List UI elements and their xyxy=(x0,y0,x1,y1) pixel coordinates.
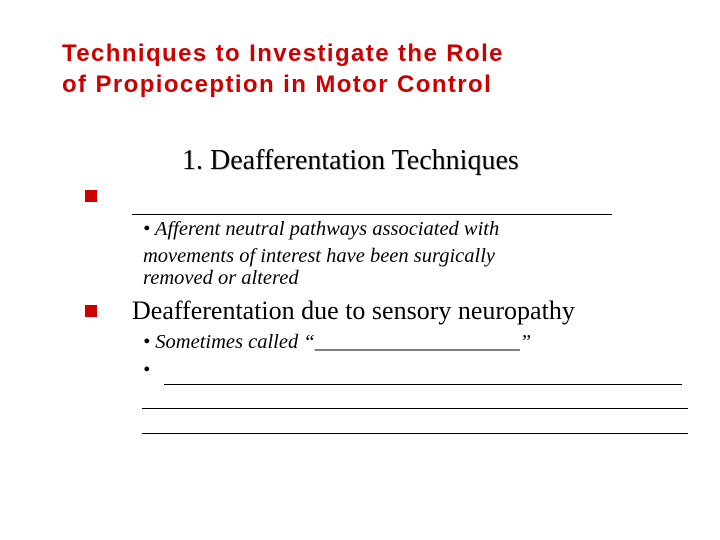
fill-in-blank-line xyxy=(164,384,682,385)
fill-in-blank-line xyxy=(142,408,688,409)
slide-title-line-1: Techniques to Investigate the Role xyxy=(62,40,504,67)
sub-bullet-text: • Afferent neutral pathways associated with xyxy=(143,218,500,240)
fill-in-blank-line xyxy=(142,433,688,434)
square-bullet-icon xyxy=(85,305,97,317)
sub-bullet-text: removed or altered xyxy=(143,267,299,289)
bullet-text: Deafferentation due to sensory neuropathy xyxy=(132,296,575,325)
sub-bullet-text: • xyxy=(143,359,151,381)
square-bullet-icon xyxy=(85,190,97,202)
section-heading: 1. Deafferentation Techniques xyxy=(182,145,519,176)
slide-title-line-2: of Propioception in Motor Control xyxy=(62,71,493,98)
fill-in-blank-line xyxy=(132,186,612,215)
sub-bullet-text: • Sometimes called “____________________” xyxy=(143,331,532,353)
sub-bullet-text: movements of interest have been surgically xyxy=(143,245,496,267)
slide-title xyxy=(62,38,702,100)
